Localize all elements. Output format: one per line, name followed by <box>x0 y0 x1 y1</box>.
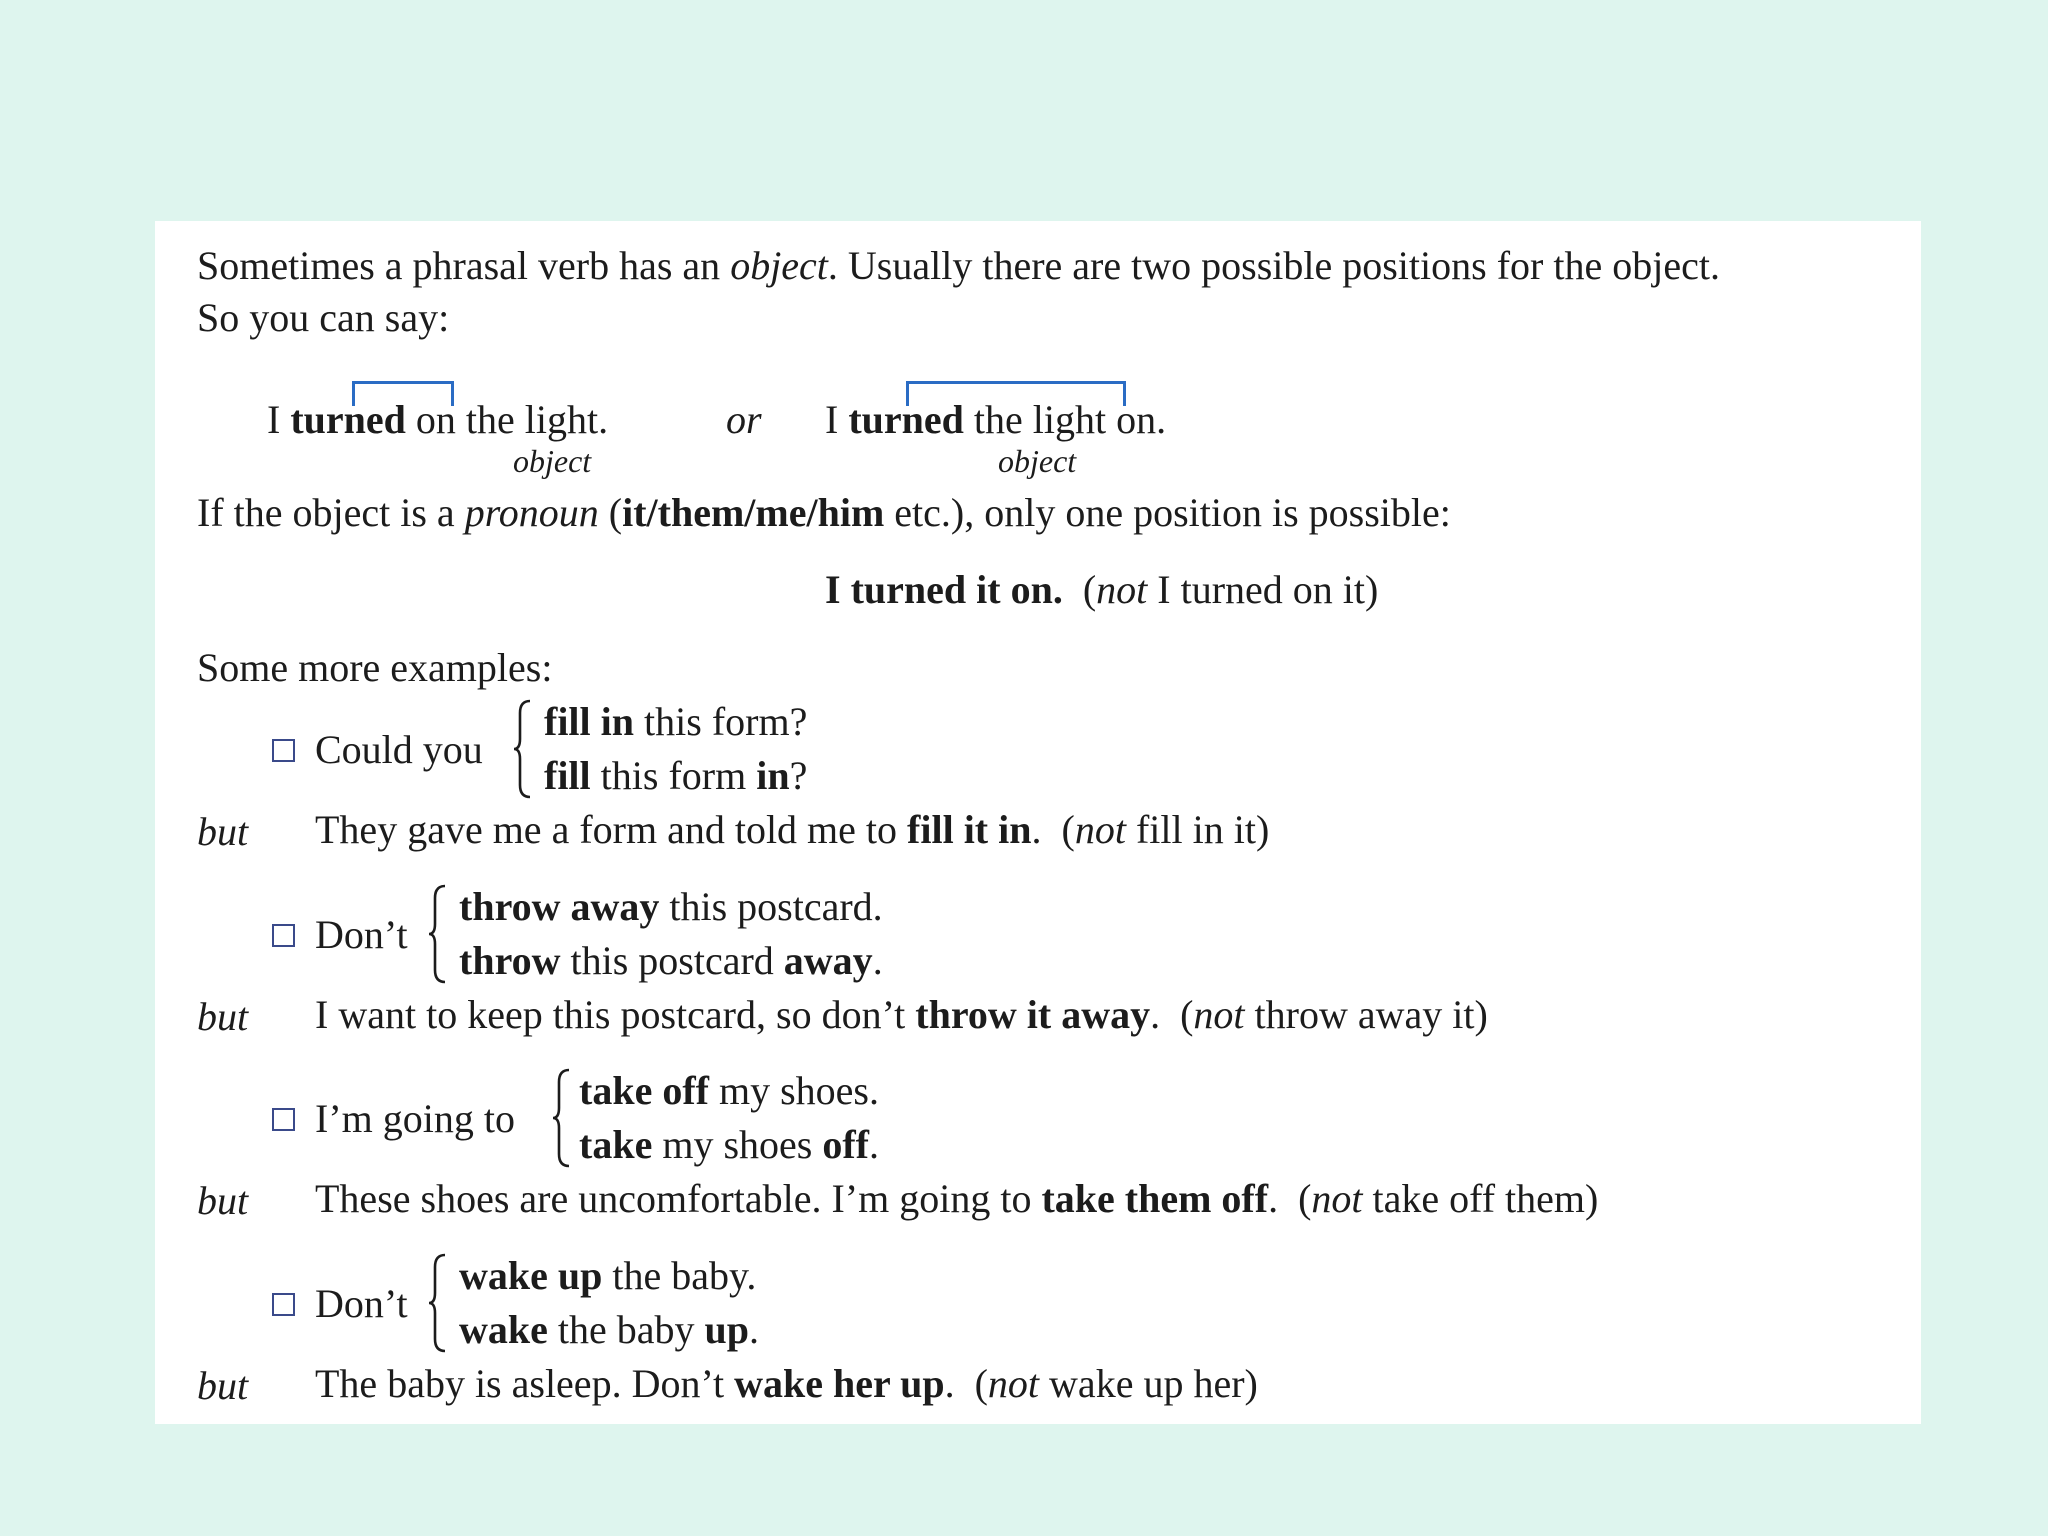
or-word: or <box>726 397 762 442</box>
example-2-option-2: throw this postcard away. <box>459 938 883 983</box>
example-2-but-line: I want to keep this postcard, so don’t throw it away. (not throw away it) <box>315 992 1488 1037</box>
intro-line-1: Sometimes a phrasal verb has an object. Usually there are two possible positions for the object. <box>197 243 1720 288</box>
brace-icon <box>427 1253 449 1353</box>
object-label-left: object <box>513 443 592 479</box>
example-2-stem: Don’t <box>315 912 408 957</box>
checkbox-icon <box>272 1108 295 1131</box>
example-4-option-1: wake up the baby. <box>459 1253 757 1298</box>
checkbox-icon <box>272 1293 295 1316</box>
brace-icon <box>512 699 534 799</box>
example-3-option-2: take my shoes off. <box>579 1122 879 1167</box>
example-3-but-line: These shoes are uncomfortable. I’m going to take them off. (not take off them) <box>315 1176 1599 1221</box>
example-right: I turned the light on. <box>825 397 1167 442</box>
intro-line-2: So you can say: <box>197 295 450 340</box>
grammar-card <box>155 221 1921 1424</box>
example-4-stem: Don’t <box>315 1281 408 1326</box>
brace-icon <box>427 884 449 984</box>
example-3-option-1: take off my shoes. <box>579 1068 879 1113</box>
example-2-option-1: throw away this postcard. <box>459 884 883 929</box>
example-1-option-1: fill in this form? <box>544 699 808 744</box>
checkbox-icon <box>272 739 295 762</box>
example-3-stem: I’m going to <box>315 1096 515 1141</box>
object-bracket-right <box>906 381 1126 406</box>
example-4-but-line: The baby is asleep. Don’t wake her up. (not wake up her) <box>315 1361 1258 1406</box>
example-1-stem: Could you <box>315 727 483 772</box>
but-label-2: but <box>197 994 249 1039</box>
checkbox-icon <box>272 924 295 947</box>
but-label-3: but <box>197 1178 249 1223</box>
but-label-4: but <box>197 1363 249 1408</box>
example-left: I turned on the light. <box>267 397 609 442</box>
object-bracket-left <box>352 381 454 406</box>
example-1-option-2: fill this form in? <box>544 753 808 798</box>
but-label-1: but <box>197 809 249 854</box>
brace-icon <box>551 1068 573 1168</box>
example-1-but-line: They gave me a form and told me to fill it in. (not fill in it) <box>315 807 1270 852</box>
pronoun-example: I turned it on. (not I turned on it) <box>825 567 1379 612</box>
more-examples-heading: Some more examples: <box>197 645 553 690</box>
pronoun-rule: If the object is a pronoun (it/them/me/him etc.), only one position is possible: <box>197 490 1451 535</box>
example-4-option-2: wake the baby up. <box>459 1307 760 1352</box>
object-label-right: object <box>998 443 1077 479</box>
